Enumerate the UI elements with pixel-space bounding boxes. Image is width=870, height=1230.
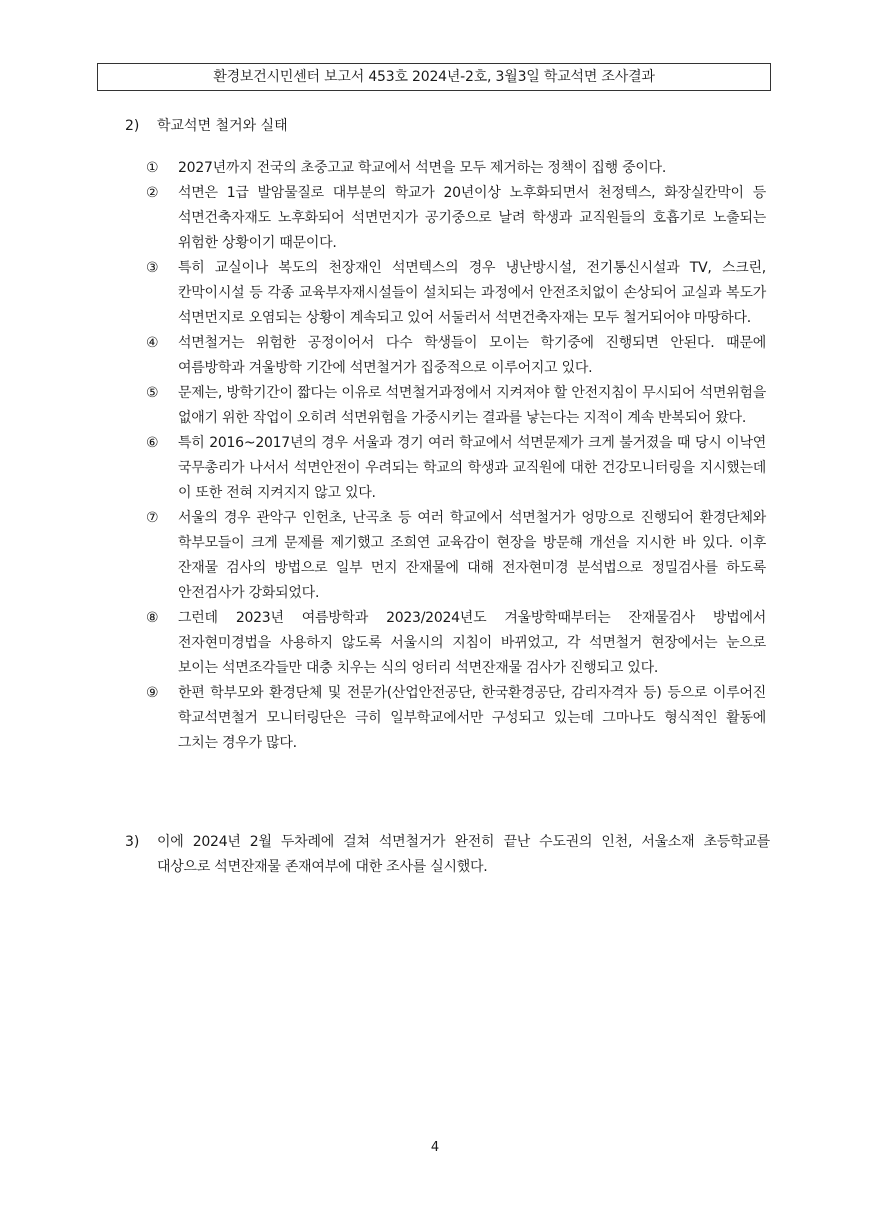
list-item <box>146 156 766 181</box>
item-text: 문제는, 방학기간이 짧다는 이유로 석면철거과정에서 지켜져야 할 안전지침이 무시되어 석면위험을 없애기 위한 작업이 오히려 석면위험을 가중시키는 결과를 낳는다는 지적이 계속 반복되어 왔다. <box>178 385 766 426</box>
section-2-number: 2) <box>125 118 140 134</box>
item-marker: ⑨ <box>146 685 159 701</box>
item-text: 특히 2016~2017년의 경우 서울과 경기 여러 학교에서 석면문제가 크게 불거졌을 때 당시 이낙연 국무총리가 나서서 석면안전이 우려되는 학교의 학생과 교직원에 대한 건강모니터링을 지시했는데 이 또한 전혀 지켜지지 않고 있다. <box>178 435 766 501</box>
item-text: 서울의 경우 관악구 인헌초, 난곡초 등 여러 학교에서 석면철거가 엉망으로 진행되어 환경단체와 학부모들이 크게 문제를 제기했고 조희연 교육감이 현장을 방문해 개선을 지시한 바 있다. 이후 잔재물 검사의 방법으로 일부 먼지 잔재물에 대해 전자현미경 분석법으로 정밀검사를 하도록 안전검사가 강화되었다. <box>178 510 766 601</box>
item-marker: ④ <box>146 335 159 351</box>
item-marker: ⑥ <box>146 435 159 451</box>
item-marker: ② <box>146 185 159 201</box>
item-marker: ① <box>146 160 159 176</box>
section-3-text: 이에 2024년 2월 두차례에 걸쳐 석면철거가 완전히 끝난 수도권의 인천, 서울소재 초등학교를 대상으로 석면잔재물 존재여부에 대한 조사를 실시했다. <box>157 834 770 875</box>
item-list <box>146 156 766 756</box>
section-3-number: 3) <box>125 834 140 850</box>
item-text: 석면은 1급 발암물질로 대부분의 학교가 20년이상 노후화되면서 천정텍스, 화장실칸막이 등 석면건축자재도 노후화되어 석면먼지가 공기중으로 날려 학생과 교직원들의 호흡기로 노출되는 위험한 상황이기 때문이다. <box>178 185 766 251</box>
list-item <box>146 506 766 606</box>
list-item <box>146 381 766 431</box>
list-item <box>146 431 766 506</box>
list-item <box>146 256 766 331</box>
item-marker: ⑤ <box>146 385 159 401</box>
item-text: 2027년까지 전국의 초중고교 학교에서 석면을 모두 제거하는 정책이 집행 중이다. <box>178 160 667 176</box>
report-header <box>97 63 771 91</box>
item-marker: ⑦ <box>146 510 159 526</box>
page-number: 4 <box>430 1140 440 1155</box>
item-text: 특히 교실이나 복도의 천장재인 석면텍스의 경우 냉난방시설, 전기통신시설과 TV, 스크린, 칸막이시설 등 각종 교육부자재시설들이 설치되는 과정에서 안전조치없이 손상되어 교실과 복도가 석면먼지로 오염되는 상황이 계속되고 있어 서둘러서 석면건축자재는 모두 철거되어야 마땅하다. <box>178 260 766 326</box>
section-3-paragraph <box>125 830 770 880</box>
list-item <box>146 331 766 381</box>
item-text: 그런데 2023년 여름방학과 2023/2024년도 겨울방학때부터는 잔재물검사 방법에서 전자현미경법을 사용하지 않도록 서울시의 지침이 바뀌었고, 각 석면철거 현장에서는 눈으로 보이는 석면조각들만 대충 치우는 식의 엉터리 석면잔재물 검사가 진행되고 있다. <box>178 610 766 676</box>
item-marker: ③ <box>146 260 159 276</box>
section-2-title: 학교석면 철거와 실태 <box>157 118 288 134</box>
list-item <box>146 181 766 256</box>
list-item <box>146 681 766 756</box>
item-marker: ⑧ <box>146 610 159 626</box>
item-text: 석면철거는 위험한 공정이어서 다수 학생들이 모이는 학기중에 진행되면 안된다. 때문에 여름방학과 겨울방학 기간에 석면철거가 집중적으로 이루어지고 있다. <box>178 335 766 376</box>
list-item <box>146 606 766 681</box>
item-text: 한편 학부모와 환경단체 및 전문가(산업안전공단, 한국환경공단, 감리자격자 등) 등으로 이루어진 학교석면철거 모니터링단은 극히 일부학교에서만 구성되고 있는데 그마나도 형식적인 활동에 그치는 경우가 많다. <box>178 685 766 751</box>
report-header-title: 환경보건시민센터 보고서 453호 2024년-2호, 3월3일 학교석면 조사결과 <box>213 69 655 85</box>
